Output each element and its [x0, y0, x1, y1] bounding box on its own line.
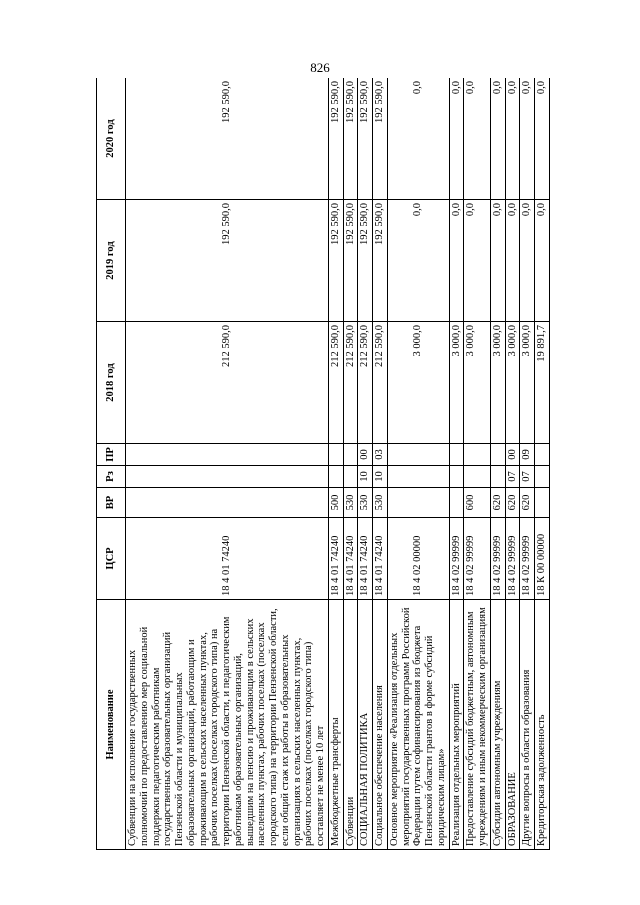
cell-2019: 192 590,0: [126, 200, 329, 322]
cell-csr: 18 4 01 74240: [343, 518, 358, 600]
cell-2018: 212 590,0: [343, 322, 358, 444]
cell-vr: 530: [373, 488, 388, 518]
cell-2020: 0,0: [505, 78, 520, 200]
cell-vr: [126, 488, 329, 518]
cell-2019: 192 590,0: [373, 200, 388, 322]
cell-vr: 600: [464, 488, 491, 518]
cell-vr: 620: [490, 488, 505, 518]
cell-rz: [343, 466, 358, 488]
cell-pr: 00: [505, 444, 520, 466]
cell-csr: 18 4 02 99999: [520, 518, 535, 600]
cell-rz: [449, 466, 464, 488]
header-csr: ЦСР: [97, 518, 126, 600]
cell-pr: [535, 444, 550, 466]
cell-pr: [449, 444, 464, 466]
cell-2018: 19 891,7: [535, 322, 550, 444]
header-2019: 2019 год: [97, 200, 126, 322]
rotated-table-frame: [96, 78, 564, 850]
cell-name: Кредиторская задолженность: [535, 600, 550, 850]
table-header-row: [97, 78, 126, 850]
header-2020: 2020 год: [97, 78, 126, 200]
table-row: [126, 78, 329, 850]
cell-pr: [490, 444, 505, 466]
cell-rz: [387, 466, 449, 488]
cell-csr: 18 4 01 74240: [328, 518, 343, 600]
table-row: [520, 78, 535, 850]
cell-2020: 0,0: [520, 78, 535, 200]
cell-2019: 192 590,0: [343, 200, 358, 322]
cell-2018: 3 000,0: [387, 322, 449, 444]
cell-name: Реализация отдельных мероприятий: [449, 600, 464, 850]
cell-csr: 18 4 01 74240: [373, 518, 388, 600]
cell-2018: 3 000,0: [520, 322, 535, 444]
table-row: [328, 78, 343, 850]
header-2018: 2018 год: [97, 322, 126, 444]
cell-pr: [126, 444, 329, 466]
cell-name: Основное мероприятие «Реализация отдельных мероприятий государственных программ Российской Федерации путем софинансирования из бюджета Пензенской области грантов в форме субсидий юридическим лицам»: [387, 600, 449, 850]
cell-vr: 620: [505, 488, 520, 518]
table-row: [464, 78, 491, 850]
rotated-table-content: [96, 78, 564, 850]
cell-name: Предоставление субсидий бюджетным, автономным учреждениям и иным некоммерческим организациям: [464, 600, 491, 850]
cell-2019: 192 590,0: [328, 200, 343, 322]
cell-vr: [449, 488, 464, 518]
cell-rz: [535, 466, 550, 488]
cell-pr: 03: [373, 444, 388, 466]
table-row: [490, 78, 505, 850]
cell-vr: 500: [328, 488, 343, 518]
cell-rz: [464, 466, 491, 488]
cell-2018: 3 000,0: [464, 322, 491, 444]
cell-2020: 0,0: [449, 78, 464, 200]
cell-pr: [387, 444, 449, 466]
cell-2019: 0,0: [505, 200, 520, 322]
cell-2020: 0,0: [535, 78, 550, 200]
cell-name: СОЦИАЛЬНАЯ ПОЛИТИКА: [358, 600, 373, 850]
header-rz: Рз: [97, 466, 126, 488]
cell-2019: 0,0: [449, 200, 464, 322]
table-row: [358, 78, 373, 850]
cell-2018: 212 590,0: [126, 322, 329, 444]
cell-vr: [387, 488, 449, 518]
cell-vr: 530: [358, 488, 373, 518]
cell-rz: [328, 466, 343, 488]
cell-csr: 18 К 00 00000: [535, 518, 550, 600]
cell-2020: 192 590,0: [358, 78, 373, 200]
cell-2020: 192 590,0: [373, 78, 388, 200]
cell-csr: 18 4 02 99999: [449, 518, 464, 600]
cell-csr: 18 4 02 99999: [490, 518, 505, 600]
cell-csr: 18 4 02 99999: [505, 518, 520, 600]
cell-pr: [343, 444, 358, 466]
cell-2019: 0,0: [387, 200, 449, 322]
budget-table: [96, 78, 550, 850]
cell-2018: 3 000,0: [449, 322, 464, 444]
table-row: [343, 78, 358, 850]
cell-2020: 0,0: [490, 78, 505, 200]
cell-2018: 212 590,0: [328, 322, 343, 444]
cell-name: Другие вопросы в области образования: [520, 600, 535, 850]
cell-2019: 0,0: [535, 200, 550, 322]
cell-csr: 18 4 02 00000: [387, 518, 449, 600]
cell-csr: 18 4 02 99999: [464, 518, 491, 600]
cell-name: ОБРАЗОВАНИЕ: [505, 600, 520, 850]
cell-name: Межбюджетные трансферты: [328, 600, 343, 850]
header-vr: ВР: [97, 488, 126, 518]
cell-rz: 07: [520, 466, 535, 488]
cell-vr: 620: [520, 488, 535, 518]
cell-2019: 0,0: [490, 200, 505, 322]
cell-pr: 09: [520, 444, 535, 466]
cell-2020: 0,0: [464, 78, 491, 200]
cell-2018: 212 590,0: [373, 322, 388, 444]
cell-csr: 18 4 01 74240: [126, 518, 329, 600]
cell-vr: [535, 488, 550, 518]
table-row: [449, 78, 464, 850]
cell-2020: 192 590,0: [126, 78, 329, 200]
cell-pr: [464, 444, 491, 466]
cell-name: Субвенции на исполнение государственных полномочий по предоставлению мер социальной поддержки педагогическим работникам государственных образовательных организаций Пензенской области и муниципальных образовательных организаций, работающим и проживающим в сельских населенных пунктах, рабочих поселках (поселках городского типа) на территории Пензенской области, и педагогическим работникам образовательных организаций, вышедшим на пенсию и проживающим в сельских населенных пунктах, рабочих поселках (поселках городского типа) на территории Пензенской области, если общий стаж их работы в образовательных организациях в сельских населенных пунктах, рабочих поселках (поселках городского типа) составляет не менее 10 лет: [126, 600, 329, 850]
cell-2020: 192 590,0: [328, 78, 343, 200]
cell-rz: 07: [505, 466, 520, 488]
cell-rz: 10: [373, 466, 388, 488]
table-row: [505, 78, 520, 850]
cell-2020: 192 590,0: [343, 78, 358, 200]
table-row: [535, 78, 550, 850]
cell-rz: [126, 466, 329, 488]
cell-2020: 0,0: [387, 78, 449, 200]
cell-rz: [490, 466, 505, 488]
cell-rz: 10: [358, 466, 373, 488]
table-row: [373, 78, 388, 850]
cell-name: Субвенции: [343, 600, 358, 850]
cell-2018: 3 000,0: [505, 322, 520, 444]
header-name: Наименование: [97, 600, 126, 850]
cell-pr: 00: [358, 444, 373, 466]
cell-vr: 530: [343, 488, 358, 518]
table-body: [126, 78, 550, 850]
cell-2019: 192 590,0: [358, 200, 373, 322]
cell-csr: 18 4 01 74240: [358, 518, 373, 600]
cell-2018: 212 590,0: [358, 322, 373, 444]
cell-name: Социальное обеспечение населения: [373, 600, 388, 850]
cell-2019: 0,0: [520, 200, 535, 322]
header-pr: ПР: [97, 444, 126, 466]
table-row: [387, 78, 449, 850]
cell-2019: 0,0: [464, 200, 491, 322]
cell-pr: [328, 444, 343, 466]
page-number: 826: [310, 60, 330, 75]
cell-name: Субсидии автономным учреждениям: [490, 600, 505, 850]
cell-2018: 3 000,0: [490, 322, 505, 444]
